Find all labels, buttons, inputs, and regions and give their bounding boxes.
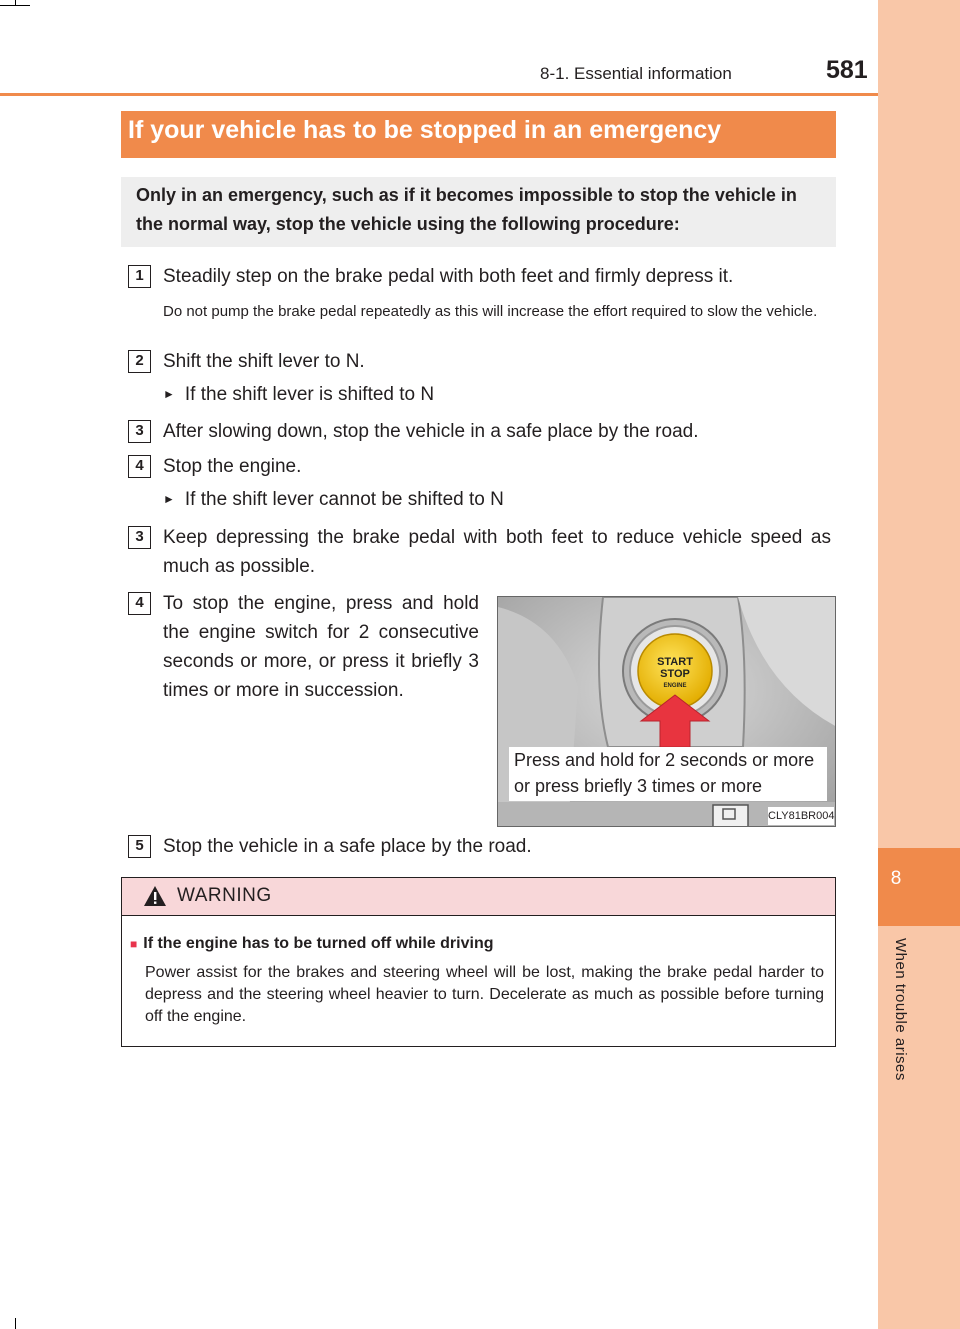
page-title: If your vehicle has to be stopped in an emergency: [128, 116, 722, 144]
subheading: [163, 489, 504, 511]
step-number: 4: [128, 592, 151, 615]
triangle-bullet-icon: ►: [163, 492, 175, 506]
callout-line-2: or press briefly 3 times or more: [514, 776, 763, 796]
section-title: 8-1. Essential information: [540, 64, 732, 83]
step-text: To stop the engine, press and hold the engine switch for 2 consecutive seconds or more, or press it briefly 3 times or more in succession.: [163, 593, 479, 701]
page-number: 581: [826, 56, 868, 84]
button-label-stop: STOP: [660, 668, 690, 680]
warning-triangle-icon: [143, 885, 167, 907]
step-number: 5: [128, 835, 151, 858]
triangle-bullet-icon: ►: [163, 387, 175, 401]
step-text: Stop the vehicle in a safe place by the road.: [163, 836, 532, 857]
intro-text: Only in an emergency, such as if it becomes impossible to stop the vehicle in the normal way, stop the vehicle using the following procedure:: [136, 185, 797, 234]
subheading-label: If the shift lever cannot be shifted to N: [184, 489, 504, 510]
chapter-title: When trouble arises: [892, 938, 909, 1081]
square-bullet-icon: ■: [130, 937, 138, 951]
step-text: After slowing down, stop the vehicle in a safe place by the road.: [163, 421, 699, 442]
crop-mark: [15, 1318, 16, 1329]
chapter-number: 8: [890, 868, 902, 889]
step-number: 3: [128, 420, 151, 443]
callout-line-1: Press and hold for 2 seconds or more: [514, 750, 815, 770]
step-number: 4: [128, 455, 151, 478]
step-number: 3: [128, 526, 151, 549]
step-number: 2: [128, 350, 151, 373]
step-number: 1: [128, 265, 151, 288]
step-note: Do not pump the brake pedal repeatedly as this will increase the effort required to slow the vehicle.: [163, 303, 818, 320]
subheading: [163, 384, 434, 406]
warning-item-title: [130, 935, 493, 953]
step-text: Keep depressing the brake pedal with both feet to reduce vehicle speed as much as possible.: [163, 527, 831, 577]
figure-code: CLY81BR004: [768, 807, 834, 825]
chapter-side-strip: [878, 0, 960, 1329]
step-text: Steadily step on the brake pedal with both feet and firmly depress it.: [163, 266, 734, 287]
header-rule: [0, 93, 878, 96]
button-label-engine: ENGINE: [663, 683, 687, 689]
warning-item-label: If the engine has to be turned off while driving: [143, 935, 494, 952]
warning-body: Power assist for the brakes and steering wheel will be lost, making the brake pedal harder to depress and the steering wheel heavier to turn. Decelerate as much as possible before turning off the engine.: [145, 964, 824, 1025]
crop-mark: [0, 5, 30, 6]
subheading-label: If the shift lever is shifted to N: [184, 384, 435, 405]
warning-title: WARNING: [177, 885, 272, 906]
button-label-start: START: [657, 656, 693, 668]
figure-callout: [509, 747, 827, 801]
step-text: Stop the engine.: [163, 456, 302, 477]
step-text: Shift the shift lever to N.: [163, 351, 365, 372]
